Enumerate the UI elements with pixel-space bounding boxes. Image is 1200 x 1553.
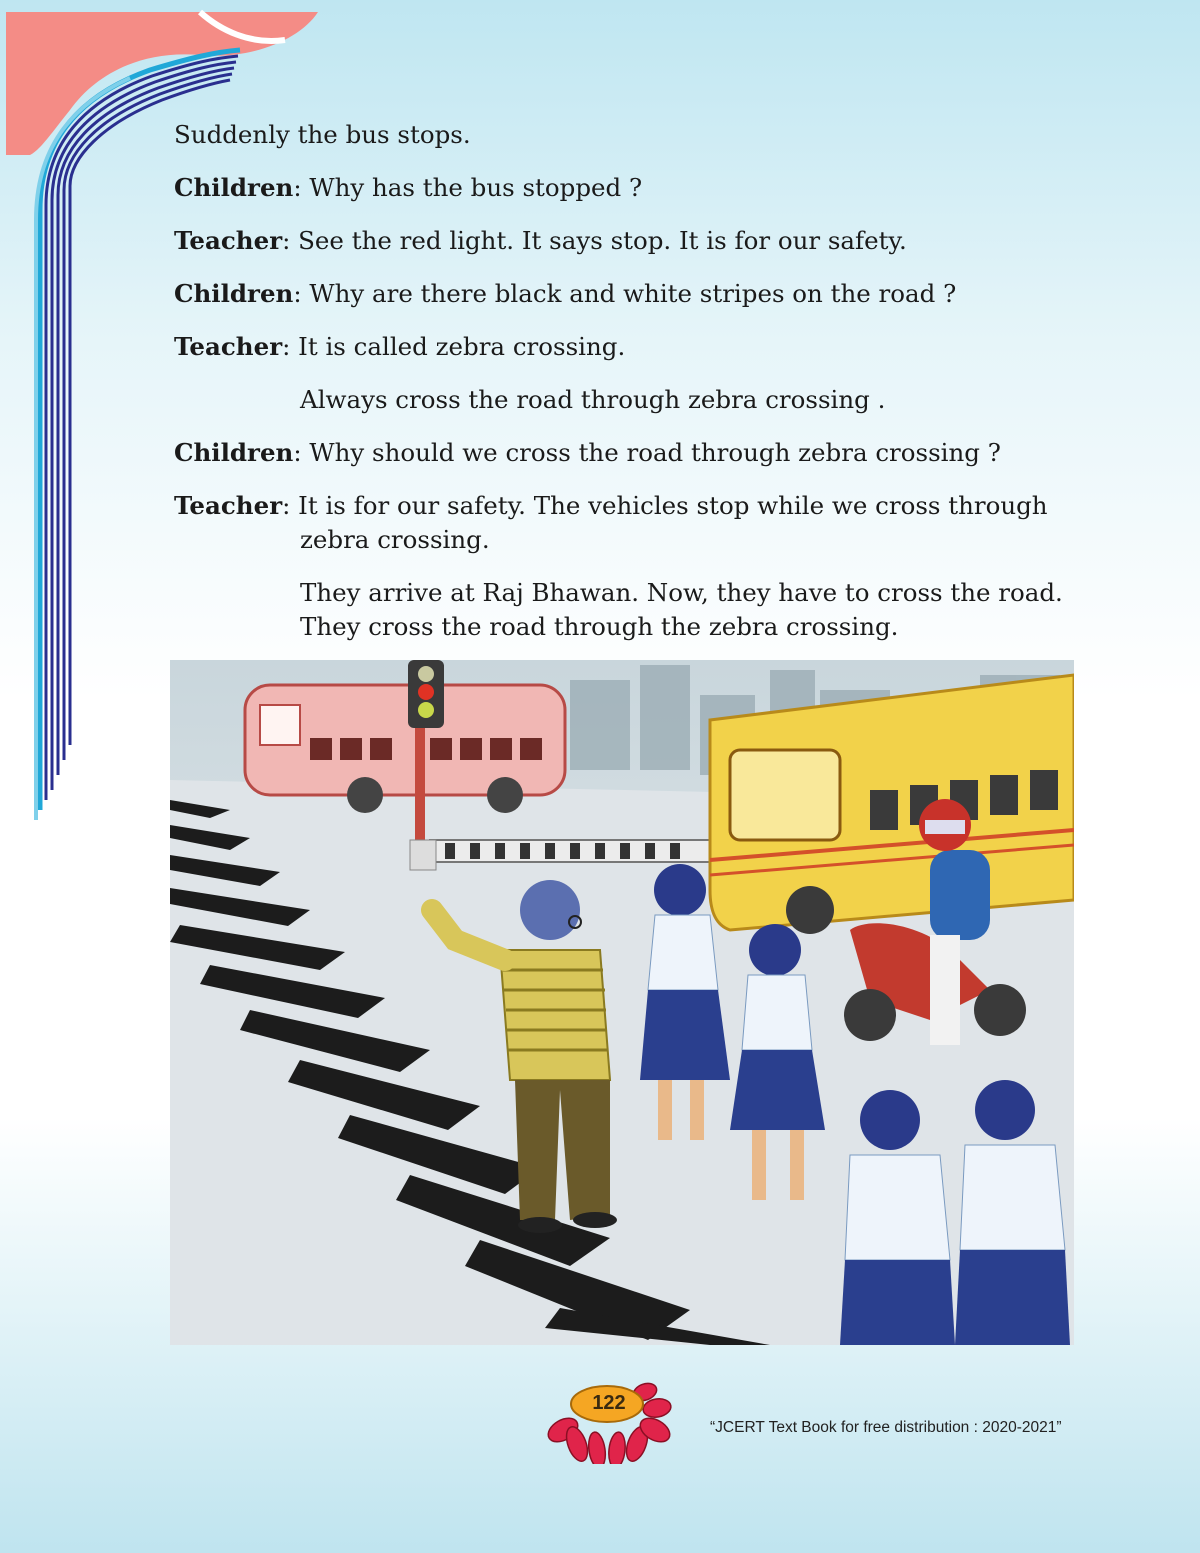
dialogue-text-span: : Why are there black and white stripes on the road ?	[293, 279, 957, 308]
speaker-label: Children	[174, 438, 294, 467]
dialogue-text-span: : It is called zebra crossing.	[282, 332, 626, 361]
dialogue-text-span: Suddenly the bus stops.	[174, 120, 471, 149]
teacher-answer-line-2: zebra crossing.	[300, 525, 490, 554]
dialogue-line-6	[174, 436, 1094, 470]
teacher-answer-line-1: : It is for our safety. The vehicles stop while we cross through	[282, 491, 1048, 520]
dialogue-line-5	[174, 383, 1094, 417]
teacher-answer	[174, 489, 1094, 557]
dialogue-line-1	[174, 171, 1094, 205]
narration	[174, 576, 1094, 644]
narration-line-2: They cross the road through the zebra crossing.	[300, 612, 899, 641]
flower-icon	[545, 1378, 677, 1464]
zebra-crossing-illustration	[170, 660, 1074, 1345]
speaker-label: Teacher	[174, 226, 283, 255]
dialogue-line-4	[174, 330, 1094, 364]
dialogue-text-span: Always cross the road through zebra crossing .	[300, 385, 886, 414]
dialogue-text	[174, 118, 1094, 663]
footer-note: “JCERT Text Book for free distribution : 2020-2021”	[710, 1419, 1062, 1436]
speaker-label: Children	[174, 173, 294, 202]
dialogue-text-span: : See the red light. It says stop. It is for our safety.	[282, 226, 907, 255]
illustration-drawing	[170, 660, 1074, 1345]
pink-bus	[245, 685, 565, 813]
dialogue-text-span: : Why has the bus stopped ?	[293, 173, 643, 202]
dialogue-text-span: : Why should we cross the road through zebra crossing ?	[293, 438, 1001, 467]
page-number: 122	[592, 1392, 626, 1414]
speaker-label: Teacher	[174, 332, 283, 361]
page-number-badge	[545, 1378, 677, 1464]
speaker-label: Children	[174, 279, 294, 308]
dialogue-line-2	[174, 224, 1094, 258]
yellow-bus	[710, 675, 1074, 934]
dialogue-line-3	[174, 277, 1094, 311]
narration-line-1: They arrive at Raj Bhawan. Now, they have to cross the road.	[300, 578, 1063, 607]
dialogue-line-0	[174, 118, 1094, 152]
speaker-label: Teacher	[174, 491, 283, 520]
